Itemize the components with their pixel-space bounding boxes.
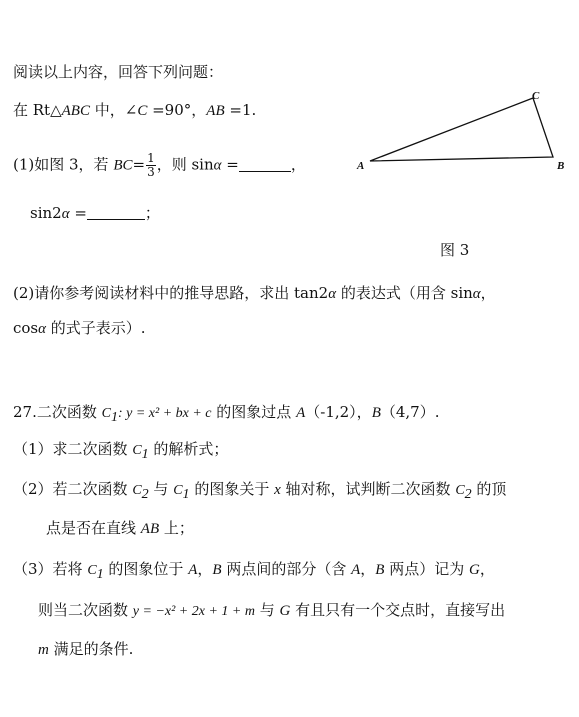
c1-symbol: C: [101, 406, 111, 421]
point-b-coords: （4,7）.: [380, 403, 440, 421]
sub1-text-1: （1）求二次函数: [13, 440, 133, 458]
sub3-text-8: 则当二次函数: [38, 601, 133, 619]
part1-tail-2: ；: [144, 204, 160, 222]
sub2-text-3: 的图象关于: [189, 480, 275, 498]
sub3-text-9: 与: [254, 601, 280, 619]
triangle-abc-shape: [370, 98, 553, 161]
sub3-point-b: B: [212, 562, 222, 578]
part1-equals-2: =: [221, 155, 239, 174]
sub2-text-1: （2）若二次函数: [13, 480, 133, 498]
angle-c-label: C: [137, 103, 148, 119]
sub3-text-3: ，: [197, 560, 213, 578]
part1-lead: (1)如图 3，若: [13, 155, 114, 174]
line-ab-label: AB: [140, 521, 160, 537]
part2-second-line: [13, 318, 146, 339]
sub3-text-1: （3）若将: [13, 560, 88, 578]
sub3-text-10: 有且只有一个交点时，直接写出: [290, 601, 506, 619]
part1-equals: =: [132, 155, 146, 174]
q27-stem: 27.二次函数 $C_1$: y = x² + bx + c 的图象过点 A（-1,2），B（4,7）.: [13, 403, 440, 425]
sub2-text-7: 上；: [159, 519, 194, 537]
sub3-text-2: 的图象位于: [103, 560, 189, 578]
given-text-1: 在 Rt△: [13, 101, 62, 119]
vertex-a-label: A: [357, 160, 365, 172]
segment-ab-label: AB: [206, 103, 225, 119]
figure-caption: [440, 240, 469, 260]
sub3-point-a: A: [188, 562, 198, 578]
given-text-4: =1.: [224, 101, 257, 119]
part1-equals-3: =: [69, 204, 87, 222]
part2-question: [13, 283, 496, 304]
figure-caption-label: 图 3: [440, 241, 470, 259]
part1-tail: ，: [290, 155, 306, 174]
point-a-coords: （-1,2），: [305, 403, 372, 421]
intro-label: 阅读以上内容，回答下列问题：: [13, 63, 224, 81]
sin2-label: sin2: [30, 204, 62, 222]
fraction-one-third: [146, 152, 156, 179]
q27-sub3-final: [38, 639, 133, 660]
sin-alpha-answer-blank: [239, 156, 291, 172]
sub3-text-7: ，: [479, 560, 495, 578]
sub3-c1-symbol: C: [87, 563, 97, 578]
q27-number: 27.二次函数: [13, 403, 102, 421]
part1-second-line: [30, 203, 160, 224]
fraction-numerator: 1: [147, 151, 155, 165]
point-b-label: B: [371, 405, 381, 421]
point-a-label: A: [296, 405, 306, 421]
q27-sub3: （3）若将 $C_1$ 的图象位于 A，B 两点间的部分（含 A，B 两点）记为 G，: [13, 560, 495, 582]
sub3-function: y = −x² + 2x + 1 + m: [132, 604, 255, 619]
given-text-3: =90°，: [147, 101, 207, 119]
sub2-c2-symbol: C: [132, 483, 142, 498]
fraction-denominator: 3: [147, 165, 155, 179]
part2-text-2: 的表达式（用含 sin: [336, 284, 473, 302]
sub3-point-b-2: B: [375, 562, 385, 578]
q27-sub2: （2）若二次函数 $C_2$ 与 $C_1$ 的图象关于 x 轴对称，试判断二次函数 $C_2$ 的顶: [13, 480, 507, 502]
q27-text-1: 的图象过点: [211, 403, 297, 421]
sub2-text-2: 与: [148, 480, 174, 498]
sub1-text-2: 的解析式；: [148, 440, 229, 458]
sub3-text-4: 两点间的部分（含: [221, 560, 352, 578]
sub2-text-6: 点是否在直线: [46, 519, 141, 537]
part2-text-3: ，: [480, 284, 496, 302]
intro-text: [13, 62, 223, 82]
m-symbol: m: [38, 642, 49, 658]
sub2-text-4: 轴对称，试判断二次函数: [280, 480, 456, 498]
alpha-symbol-3: α: [328, 286, 337, 302]
sub2-c1-symbol: C: [173, 483, 183, 498]
sub3-text-11: 满足的条件.: [48, 640, 134, 658]
figure-3-triangle: [350, 88, 570, 183]
part2-text-5: 的式子表示）.: [46, 319, 146, 337]
set-g-symbol-2: G: [279, 603, 291, 619]
given-statement: [13, 100, 256, 121]
vertex-b-label: B: [557, 160, 565, 172]
sub3-text-6: 两点）记为: [384, 560, 470, 578]
alpha-symbol-5: α: [38, 321, 47, 337]
sin2-alpha-answer-blank: [87, 204, 145, 220]
q27-sub1: （1）求二次函数 $C_1$ 的解析式；: [13, 440, 229, 462]
alpha-symbol-4: α: [472, 286, 481, 302]
q27-function: : y = x² + bx + c: [117, 406, 212, 421]
alpha-symbol-2: α: [61, 206, 70, 222]
sub3-text-5: ，: [360, 560, 376, 578]
segment-bc-label: BC: [113, 157, 133, 174]
sub1-c1-symbol: C: [132, 443, 142, 458]
part2-text-1: (2)请你参考阅读材料中的推导思路，求出 tan2: [13, 284, 329, 302]
set-g-symbol: G: [469, 562, 480, 578]
triangle-abc-label: ABC: [61, 103, 90, 119]
sub2-c2-symbol-2: C: [455, 483, 465, 498]
given-text-2: 中，∠: [89, 101, 138, 119]
sub2-text-5: 的顶: [471, 480, 507, 498]
cos-label: cos: [13, 319, 39, 337]
x-axis-symbol: x: [274, 482, 281, 498]
alpha-symbol: α: [213, 157, 222, 174]
part1-question: [13, 152, 306, 179]
part1-middle: ，则 sin: [156, 155, 214, 174]
q27-sub3-continued: [38, 600, 505, 622]
sub3-point-a-2: A: [351, 562, 361, 578]
vertex-c-label: C: [532, 90, 540, 102]
q27-sub2-continued: [46, 518, 194, 539]
